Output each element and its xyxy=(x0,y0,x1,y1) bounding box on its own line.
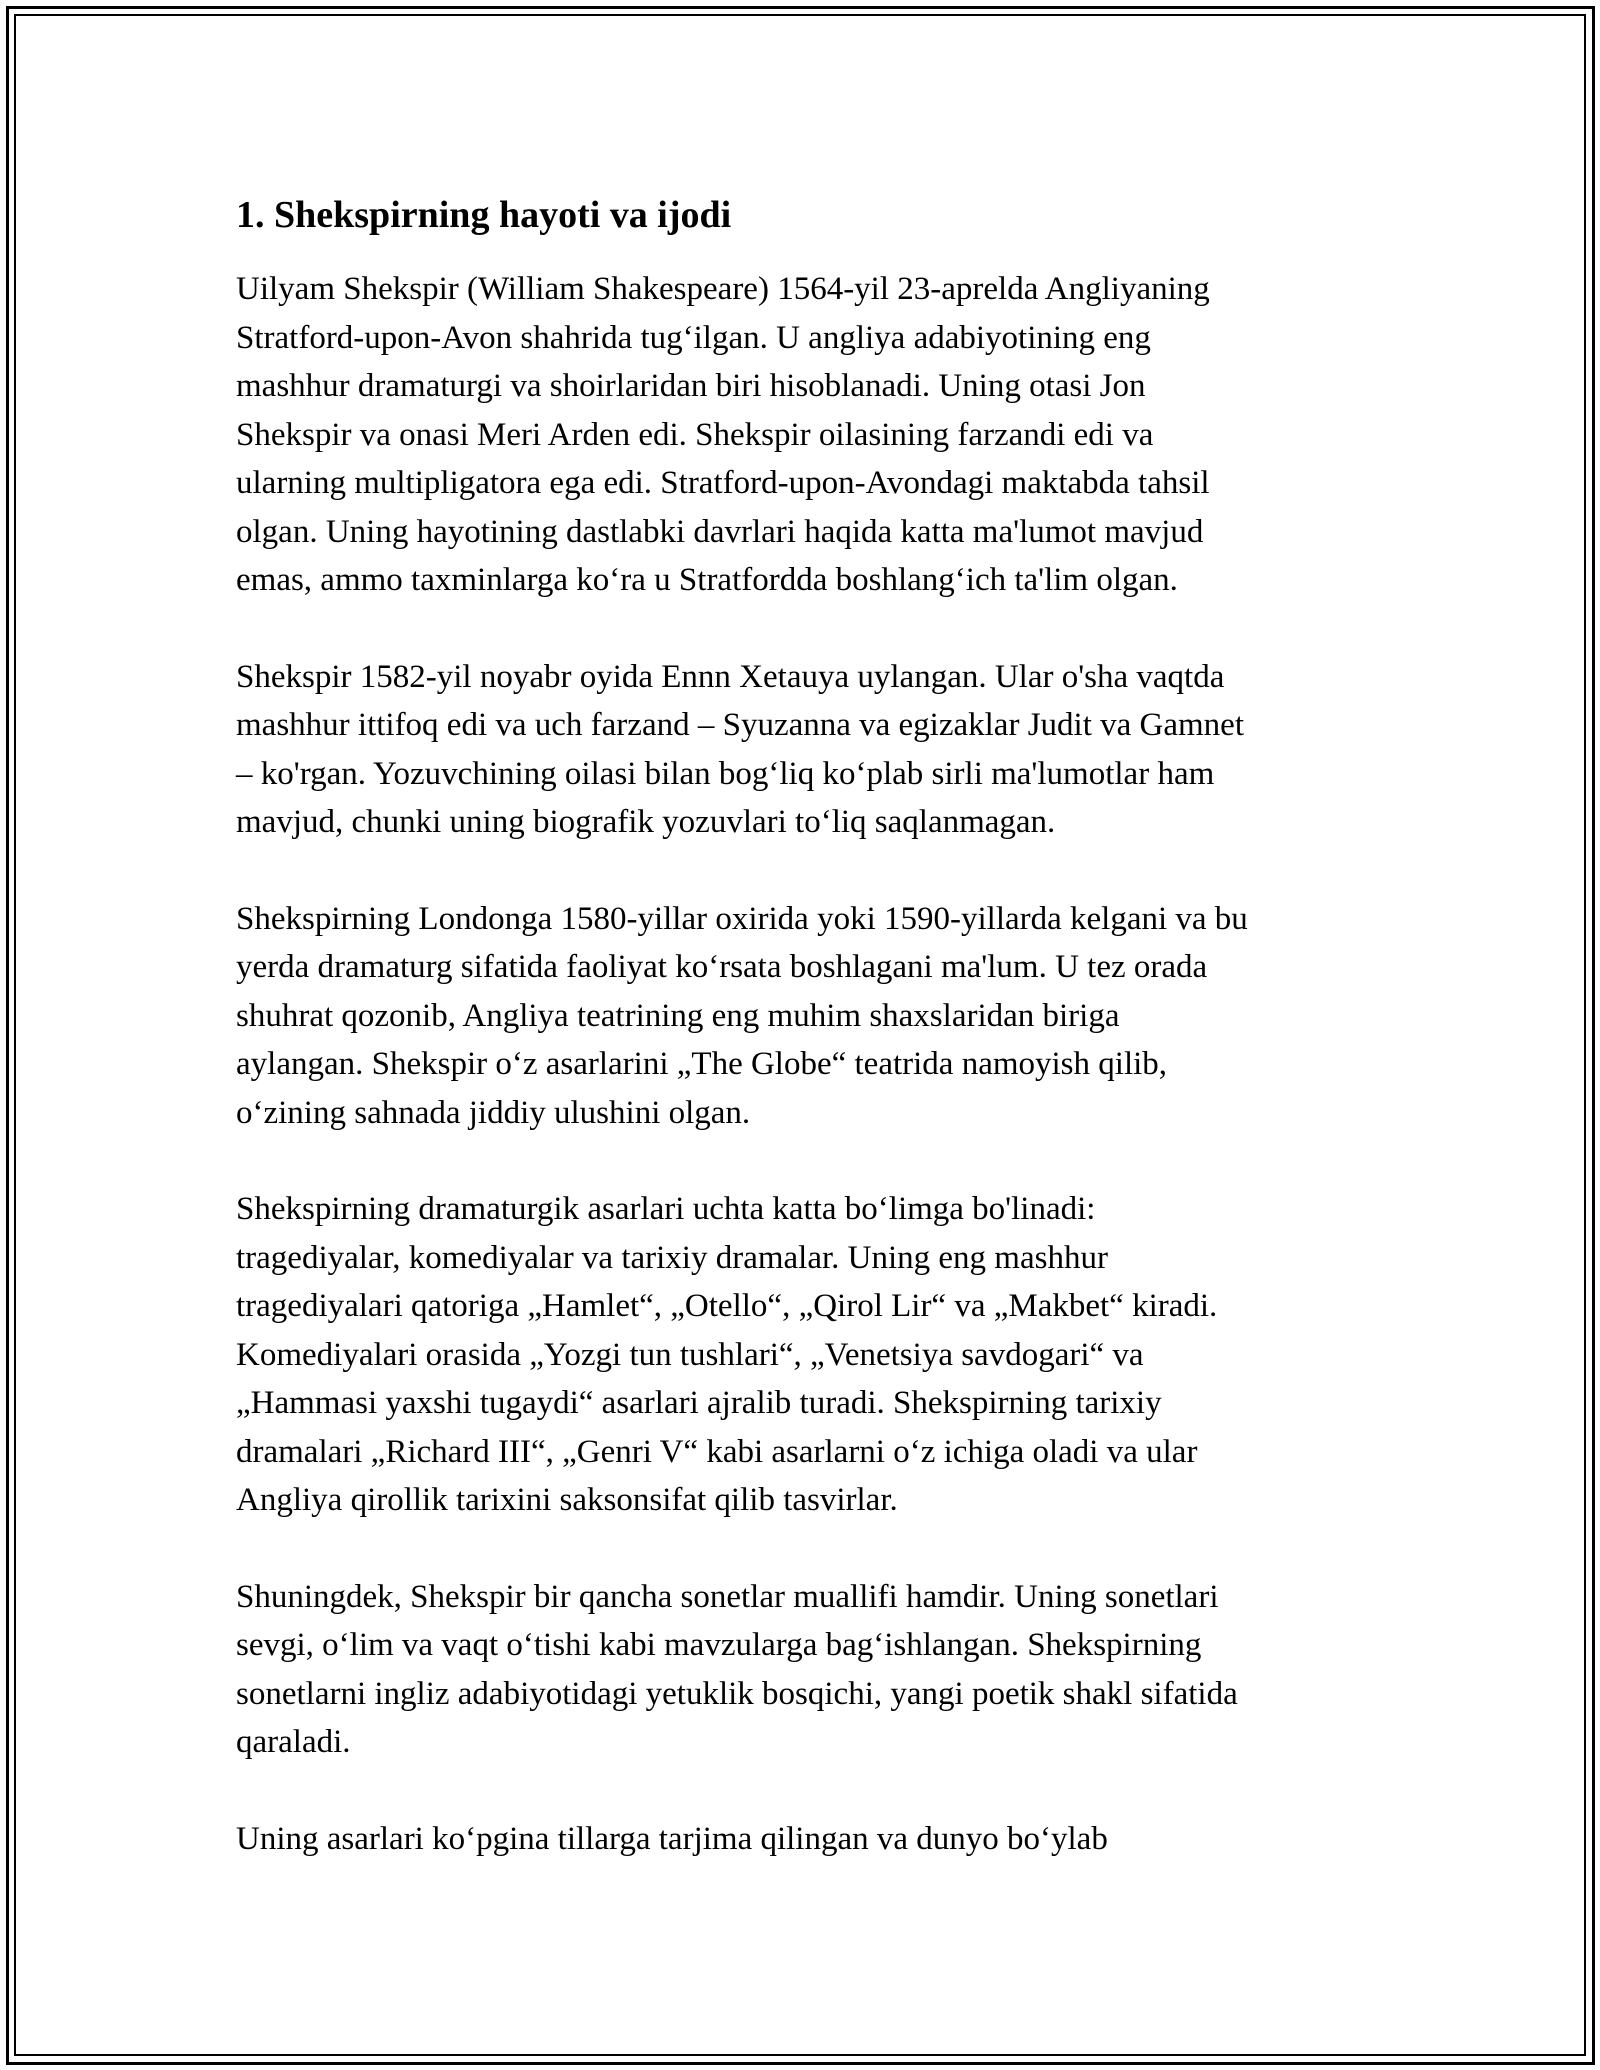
paragraph-dramatic-works: Shekspirning dramaturgik asarlari uchta katta bo‘limga bo'linadi: tragediyalar, komediyalar va tarixiy dramalar. Uning eng mashhur tragediyalari qatoriga „Hamlet“, „Otello“, „Qirol Lir“ va „Makbet“ kiradi. Komediyalari orasida „Yozgi tun tushlari“, „Venetsiya savdogari“ va „Hammasi yaxshi tugaydi“ asarlari ajralib turadi. Shekspirning tarixiy dramalari „Richard III“, „Genri V“ kabi asarlarni o‘z ichiga oladi va ular Angliya qirollik tarixini saksonsifat qilib tasvirlar. xyxy=(236,1191,1218,1518)
paragraph-sonnets: Shuningdek, Shekspir bir qancha sonetlar muallifi hamdir. Uning sonetlari sevgi, o‘lim va vaqt o‘tishi kabi mavzularga bag‘ishlangan. Shekspirning sonetlarni ingliz adabiyotidagi yetuklik bosqichi, yangi poetik shakl sifatida qaraladi. xyxy=(236,1578,1238,1760)
paragraph-london: Shekspirning Londonga 1580-yillar oxirida yoki 1590-yillarda kelgani va bu yerda dramaturg sifatida faoliyat ko‘rsata boshlagani ma'lum. U tez orada shuhrat qozonib, Angliya teatrining eng muhim shaxslaridan biriga aylangan. Shekspir o‘z asarlarini „The Globe“ teatrida namoyish qilib, o‘zining sahnada jiddiy ulushini olgan. xyxy=(236,900,1248,1131)
paragraph-translations: Uning asarlari ko‘pgina tillarga tarjima qilingan va dunyo bo‘ylab xyxy=(236,1820,1108,1857)
paragraph-biography: Uilyam Shekspir (William Shakespeare) 1564-yil 23-aprelda Angliyaning Stratford-upon-Avon shahrida tug‘ilgan. U angliya adabiyotining eng mashhur dramaturgi va shoirlaridan biri hisoblanadi. Uning otasi Jon Shekspir va onasi Meri Arden edi. Shekspir oilasining farzandi edi va ularning multipligatora ega edi. Stratford-upon-Avondagi maktabda tahsil olgan. Uning hayotining dastlabki davrlari haqida katta ma'lumot mavjud emas, ammo taxminlarga ko‘ra u Stratfordda boshlang‘ich ta'lim olgan. xyxy=(236,271,1210,598)
paragraph-marriage: Shekspir 1582-yil noyabr oyida Ennn Xetauya uylangan. Ular o'sha vaqtda mashhur ittifoq edi va uch farzand – Syuzanna va egizaklar Judit va Gamnet – ko'rgan. Yozuvchining oilasi bilan bog‘liq ko‘plab sirli ma'lumotlar ham mavjud, chunki uning biografik yozuvlari to‘liq saqlanmagan. xyxy=(236,658,1244,840)
section-heading: 1. Shekspirning hayoti va ijodi xyxy=(236,194,732,236)
document-body xyxy=(236,189,1376,1911)
